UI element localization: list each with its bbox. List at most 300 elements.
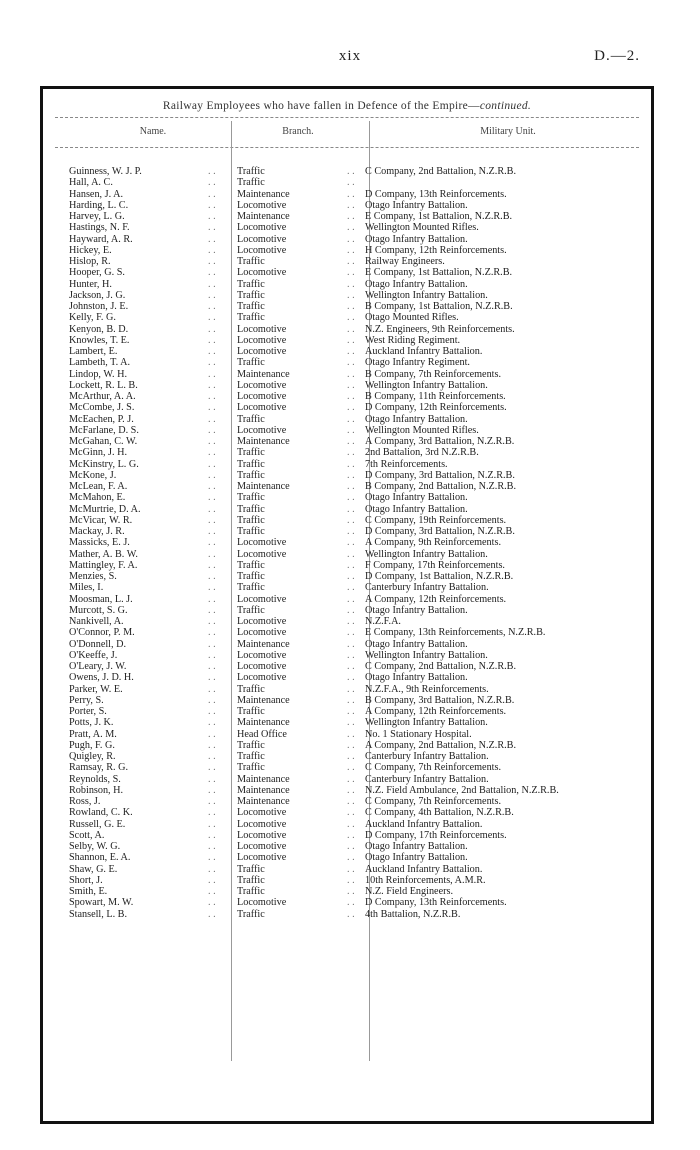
leader-dots: . . [347,267,355,279]
table-row [43,200,651,211]
military-unit-cell: Wellington Infantry Battalion. [365,649,488,661]
leader-dots: . . [347,436,355,447]
leader-dots: . . [208,717,216,729]
branch-cell: Locomotive [237,829,287,841]
leader-dots: . . [347,548,355,560]
table-body [43,166,651,920]
military-unit-cell: N.Z.F.A. [365,616,401,627]
branch-cell: Maintenance [237,481,290,492]
military-unit-cell: N.Z. Field Ambulance, 2nd Battalion, N.Z.R.B. [365,784,559,796]
leader-dots: . . [347,402,355,414]
leader-dots: . . [347,874,355,886]
branch-cell: Traffic [237,447,265,459]
leader-dots: . . [208,514,216,526]
leader-dots: . . [347,323,355,335]
military-unit-cell: B Company, 7th Reinforcements. [365,368,501,380]
table-row [43,335,651,346]
branch-cell: Locomotive [237,818,287,830]
branch-cell: Traffic [237,413,265,425]
table-row [43,650,651,661]
leader-dots: . . [208,312,216,324]
employee-name: McKinstry, L. G. [69,458,139,470]
header-rule [55,147,639,148]
military-unit-cell: N.Z. Engineers, 9th Reinforcements. [365,323,515,335]
leader-dots: . . [347,244,355,256]
branch-cell: Locomotive [237,672,287,684]
leader-dots: . . [208,301,216,312]
leader-dots: . . [208,784,216,796]
branch-cell: Traffic [237,571,265,582]
leader-dots: . . [208,492,216,504]
military-unit-cell: A Company, 12th Reinforcements. [365,706,507,717]
branch-cell: Locomotive [237,649,287,661]
leader-dots: . . [347,672,355,684]
leader-dots: . . [208,436,216,447]
military-unit-cell: Otago Infantry Battalion. [365,672,468,684]
table-row [43,616,651,627]
table-row [43,492,651,503]
employee-name: Lockett, R. L. B. [69,379,138,391]
employee-name: Potts, J. K. [69,717,114,729]
military-unit-cell: Otago Infantry Battalion. [365,413,468,425]
table-row [43,211,651,222]
table-title-continued: continued. [479,100,532,112]
military-unit-cell: Auckland Infantry Battalion. [365,346,483,357]
employee-name: Robinson, H. [69,784,124,796]
leader-dots: . . [208,346,216,357]
branch-cell: Traffic [237,874,265,886]
leader-dots: . . [208,908,216,920]
leader-dots: . . [347,706,355,717]
branch-cell: Locomotive [237,199,287,211]
leader-dots: . . [347,773,355,785]
leader-dots: . . [347,908,355,920]
leader-dots: . . [347,481,355,492]
employee-name: Russell, G. E. [69,818,126,830]
employee-name: Guinness, W. J. P. [69,166,142,177]
leader-dots: . . [208,852,216,864]
leader-dots: . . [208,334,216,346]
table-row [43,346,651,357]
leader-dots: . . [208,244,216,256]
leader-dots: . . [208,447,216,459]
employee-name: Nankivell, A. [69,616,124,627]
leader-dots: . . [208,604,216,616]
branch-cell: Locomotive [237,616,287,627]
military-unit-cell: D Company, 13th Reinforcements. [365,188,507,200]
employee-name: McGahan, C. W. [69,436,138,447]
leader-dots: . . [347,469,355,481]
leader-dots: . . [208,548,216,560]
employee-name: Kelly, F. G. [69,312,116,324]
branch-cell: Maintenance [237,773,290,785]
leader-dots: . . [347,841,355,852]
military-unit-cell: C Company, 4th Battalion, N.Z.R.B. [365,807,514,819]
table-row [43,234,651,245]
military-unit-cell: Wellington Infantry Battalion. [365,717,488,729]
table-row [43,380,651,391]
table-row [43,852,651,863]
leader-dots: . . [347,301,355,312]
branch-cell: Maintenance [237,796,290,807]
leader-dots: . . [347,796,355,807]
employee-name: McFarlane, D. S. [69,424,139,436]
leader-dots: . . [208,278,216,290]
branch-cell: Maintenance [237,717,290,729]
table-row [43,751,651,762]
branch-cell: Traffic [237,908,265,920]
leader-dots: . . [208,683,216,695]
leader-dots: . . [208,357,216,369]
military-unit-cell: Otago Infantry Battalion. [365,841,468,852]
employee-name: McGinn, J. H. [69,447,128,459]
branch-cell: Locomotive [237,233,287,245]
leader-dots: . . [347,604,355,616]
table-row [43,819,651,830]
military-unit-cell: B Company, 1st Battalion, N.Z.R.B. [365,301,513,312]
leader-dots: . . [208,368,216,380]
employee-name: Lindop, W. H. [69,368,128,380]
table-row [43,425,651,436]
employee-name: Miles, I. [69,582,104,594]
military-unit-cell: A Company, 12th Reinforcements. [365,593,507,605]
leader-dots: . . [208,469,216,481]
branch-cell: Maintenance [237,784,290,796]
table-row [43,402,651,413]
employee-name: Jackson, J. G. [69,289,126,301]
military-unit-cell: Otago Infantry Battalion. [365,604,468,616]
employee-name: Hooper, G. S. [69,267,125,279]
table-row [43,245,651,256]
table-row [43,605,651,616]
leader-dots: . . [208,886,216,897]
table-row [43,684,651,695]
branch-cell: Traffic [237,289,265,301]
employee-name: Lambeth, T. A. [69,357,131,369]
leader-dots: . . [347,571,355,582]
leader-dots: . . [347,424,355,436]
leader-dots: . . [208,267,216,279]
employee-name: McVicar, W. R. [69,514,133,526]
employee-name: Menzies, S. [69,571,117,582]
employee-name: Hunter, H. [69,278,112,290]
leader-dots: . . [347,762,355,774]
table-row [43,909,651,920]
branch-cell: Locomotive [237,244,287,256]
military-unit-cell: B Company, 2nd Battalion, N.Z.R.B. [365,481,517,492]
branch-cell: Locomotive [237,897,287,909]
column-header-name: Name. [139,126,167,137]
table-row [43,897,651,908]
table-row [43,639,651,650]
military-unit-cell: E Company, 13th Reinforcements, N.Z.R.B. [365,627,546,639]
table-row [43,459,651,470]
employee-name: Smith, E. [69,886,108,897]
leader-dots: . . [347,784,355,796]
military-unit-cell: 10th Reinforcements, A.M.R. [365,874,486,886]
table-row [43,414,651,425]
leader-dots: . . [347,413,355,425]
leader-dots: . . [208,481,216,492]
table-row [43,706,651,717]
table-row [43,470,651,481]
leader-dots: . . [347,199,355,211]
branch-cell: Locomotive [237,222,287,234]
table-row [43,369,651,380]
branch-cell: Locomotive [237,323,287,335]
branch-cell: Locomotive [237,402,287,414]
leader-dots: . . [208,863,216,875]
leader-dots: . . [347,346,355,357]
table-row [43,627,651,638]
branch-cell: Traffic [237,683,265,695]
branch-cell: Traffic [237,886,265,897]
military-unit-cell: West Riding Regiment. [365,334,461,346]
military-unit-cell: Wellington Infantry Battalion. [365,289,488,301]
leader-dots: . . [208,841,216,852]
employee-name: Hansen, J. A. [69,188,124,200]
table-row [43,695,651,706]
branch-cell: Traffic [237,514,265,526]
leader-dots: . . [208,616,216,627]
military-unit-cell: A Company, 9th Reinforcements. [365,537,501,549]
table-row [43,864,651,875]
leader-dots: . . [208,537,216,549]
military-unit-cell: 7th Reinforcements. [365,458,448,470]
branch-cell: Maintenance [237,638,290,650]
leader-dots: . . [347,256,355,267]
leader-dots: . . [347,458,355,470]
employee-name: Selby, W. G. [69,841,121,852]
military-unit-cell: E Company, 1st Battalion, N.Z.R.B. [365,211,513,222]
branch-cell: Head Office [237,728,287,740]
leader-dots: . . [347,368,355,380]
table-row [43,886,651,897]
military-unit-cell: Otago Infantry Battalion. [365,638,468,650]
branch-cell: Locomotive [237,334,287,346]
military-unit-cell: D Company, 3rd Battalion, N.Z.R.B. [365,469,515,481]
branch-cell: Locomotive [237,661,287,672]
leader-dots: . . [347,751,355,762]
branch-cell: Traffic [237,278,265,290]
table-row [43,672,651,683]
employee-name: O'Connor, P. M. [69,627,135,639]
leader-dots: . . [347,391,355,402]
military-unit-cell: Otago Infantry Battalion. [365,852,468,864]
leader-dots: . . [347,593,355,605]
branch-cell: Maintenance [237,368,290,380]
branch-cell: Maintenance [237,694,290,706]
table-row [43,594,651,605]
table-row [43,312,651,323]
military-unit-cell: Otago Infantry Battalion. [365,199,468,211]
table-row [43,774,651,785]
leader-dots: . . [208,413,216,425]
employee-name: McKone, J. [69,469,117,481]
table-row [43,222,651,233]
branch-cell: Locomotive [237,593,287,605]
leader-dots: . . [347,717,355,729]
leader-dots: . . [208,661,216,672]
military-unit-cell: Otago Infantry Battalion. [365,503,468,515]
branch-cell: Traffic [237,739,265,751]
military-unit-cell: B Company, 3rd Battalion, N.Z.R.B. [365,694,515,706]
branch-cell: Traffic [237,751,265,762]
military-unit-cell: C Company, 7th Reinforcements. [365,796,501,807]
branch-cell: Traffic [237,762,265,774]
table-row [43,436,651,447]
branch-cell: Traffic [237,706,265,717]
employee-name: Reynolds, S. [69,773,121,785]
leader-dots: . . [208,233,216,245]
branch-cell: Traffic [237,256,265,267]
employee-name: Spowart, M. W. [69,897,134,909]
branch-cell: Traffic [237,492,265,504]
military-unit-cell: Auckland Infantry Battalion. [365,863,483,875]
employee-name: Short, J. [69,874,103,886]
branch-cell: Locomotive [237,424,287,436]
military-unit-cell: Wellington Infantry Battalion. [365,548,488,560]
employee-name: Rowland, C. K. [69,807,133,819]
military-unit-cell: 4th Battalion, N.Z.R.B. [365,908,461,920]
leader-dots: . . [347,728,355,740]
employee-name: Hastings, N. F. [69,222,130,234]
leader-dots: . . [347,357,355,369]
leader-dots: . . [208,649,216,661]
military-unit-cell: C Company, 2nd Battalion, N.Z.R.B. [365,661,517,672]
employee-name: O'Leary, J. W. [69,661,127,672]
leader-dots: . . [208,222,216,234]
military-unit-cell: No. 1 Stationary Hospital. [365,728,472,740]
employee-name: Hall, A. C. [69,177,113,189]
table-row [43,807,651,818]
military-unit-cell: Otago Infantry Regiment. [365,357,470,369]
branch-cell: Locomotive [237,852,287,864]
branch-cell: Locomotive [237,267,287,279]
branch-cell: Traffic [237,604,265,616]
employee-name: Knowles, T. E. [69,334,130,346]
table-row [43,717,651,728]
leader-dots: . . [347,897,355,909]
leader-dots: . . [208,773,216,785]
leader-dots: . . [208,818,216,830]
military-unit-cell: Railway Engineers. [365,256,445,267]
employee-name: Mather, A. B. W. [69,548,138,560]
table-row [43,762,651,773]
leader-dots: . . [208,402,216,414]
leader-dots: . . [208,424,216,436]
table-row [43,841,651,852]
military-unit-cell: Wellington Mounted Rifles. [365,222,479,234]
leader-dots: . . [208,188,216,200]
military-unit-cell: H Company, 12th Reinforcements. [365,244,507,256]
leader-dots: . . [347,211,355,222]
employee-name: McMahon, E. [69,492,126,504]
leader-dots: . . [347,829,355,841]
military-unit-cell: D Company, 17th Reinforcements. [365,829,507,841]
employee-name: O'Keeffe, J. [69,649,118,661]
leader-dots: . . [208,874,216,886]
table-row [43,740,651,751]
employee-name: Perry, S. [69,694,104,706]
employee-name: Harding, L. C. [69,199,129,211]
branch-cell: Locomotive [237,548,287,560]
branch-cell: Locomotive [237,391,287,402]
title-rule [55,117,639,118]
employee-name: Moosman, L. J. [69,593,133,605]
employee-name: Hickey, E. [69,244,112,256]
leader-dots: . . [347,739,355,751]
employee-name: O'Donnell, D. [69,638,127,650]
leader-dots: . . [347,852,355,864]
leader-dots: . . [208,751,216,762]
leader-dots: . . [208,458,216,470]
employee-name: Hislop, R. [69,256,111,267]
branch-cell: Locomotive [237,346,287,357]
employee-name: Porter, S. [69,706,107,717]
table-row [43,875,651,886]
military-unit-cell: Otago Mounted Rifles. [365,312,459,324]
employee-name: Stansell, L. B. [69,908,128,920]
branch-cell: Traffic [237,301,265,312]
table-row [43,582,651,593]
table-row [43,267,651,278]
branch-cell: Locomotive [237,379,287,391]
leader-dots: . . [208,526,216,537]
column-header-military-unit: Military Unit. [480,126,536,137]
branch-cell: Traffic [237,469,265,481]
leader-dots: . . [347,818,355,830]
leader-dots: . . [347,537,355,549]
leader-dots: . . [208,177,216,189]
military-unit-cell: N.Z. Field Engineers. [365,886,453,897]
employee-name: Ramsay, R. G. [69,762,129,774]
leader-dots: . . [208,807,216,819]
branch-cell: Maintenance [237,436,290,447]
table-row [43,324,651,335]
military-unit-cell: Wellington Infantry Battalion. [365,379,488,391]
military-unit-cell: N.Z.F.A., 9th Reinforcements. [365,683,489,695]
employee-name: Murcott, S. G. [69,604,128,616]
leader-dots: . . [347,649,355,661]
military-unit-cell: 2nd Battalion, 3rd N.Z.R.B. [365,447,479,459]
leader-dots: . . [347,514,355,526]
leader-dots: . . [347,278,355,290]
table-row [43,526,651,537]
leader-dots: . . [208,289,216,301]
employee-name: Owens, J. D. H. [69,672,134,684]
table-row [43,729,651,740]
leader-dots: . . [347,694,355,706]
leader-dots: . . [208,897,216,909]
branch-cell: Traffic [237,312,265,324]
employee-name: Shaw, G. E. [69,863,118,875]
employee-name: Scott, A. [69,829,105,841]
leader-dots: . . [347,166,355,177]
leader-dots: . . [208,694,216,706]
leader-dots: . . [208,199,216,211]
table-row [43,447,651,458]
leader-dots: . . [347,177,355,189]
leader-dots: . . [208,796,216,807]
military-unit-cell: E Company, 1st Battalion, N.Z.R.B. [365,267,513,279]
military-unit-cell: Auckland Infantry Battalion. [365,818,483,830]
branch-cell: Locomotive [237,841,287,852]
table-row [43,661,651,672]
employee-name: Lambert, E. [69,346,118,357]
employee-name: McArthur, A. A. [69,391,136,402]
military-unit-cell: Otago Infantry Battalion. [365,492,468,504]
